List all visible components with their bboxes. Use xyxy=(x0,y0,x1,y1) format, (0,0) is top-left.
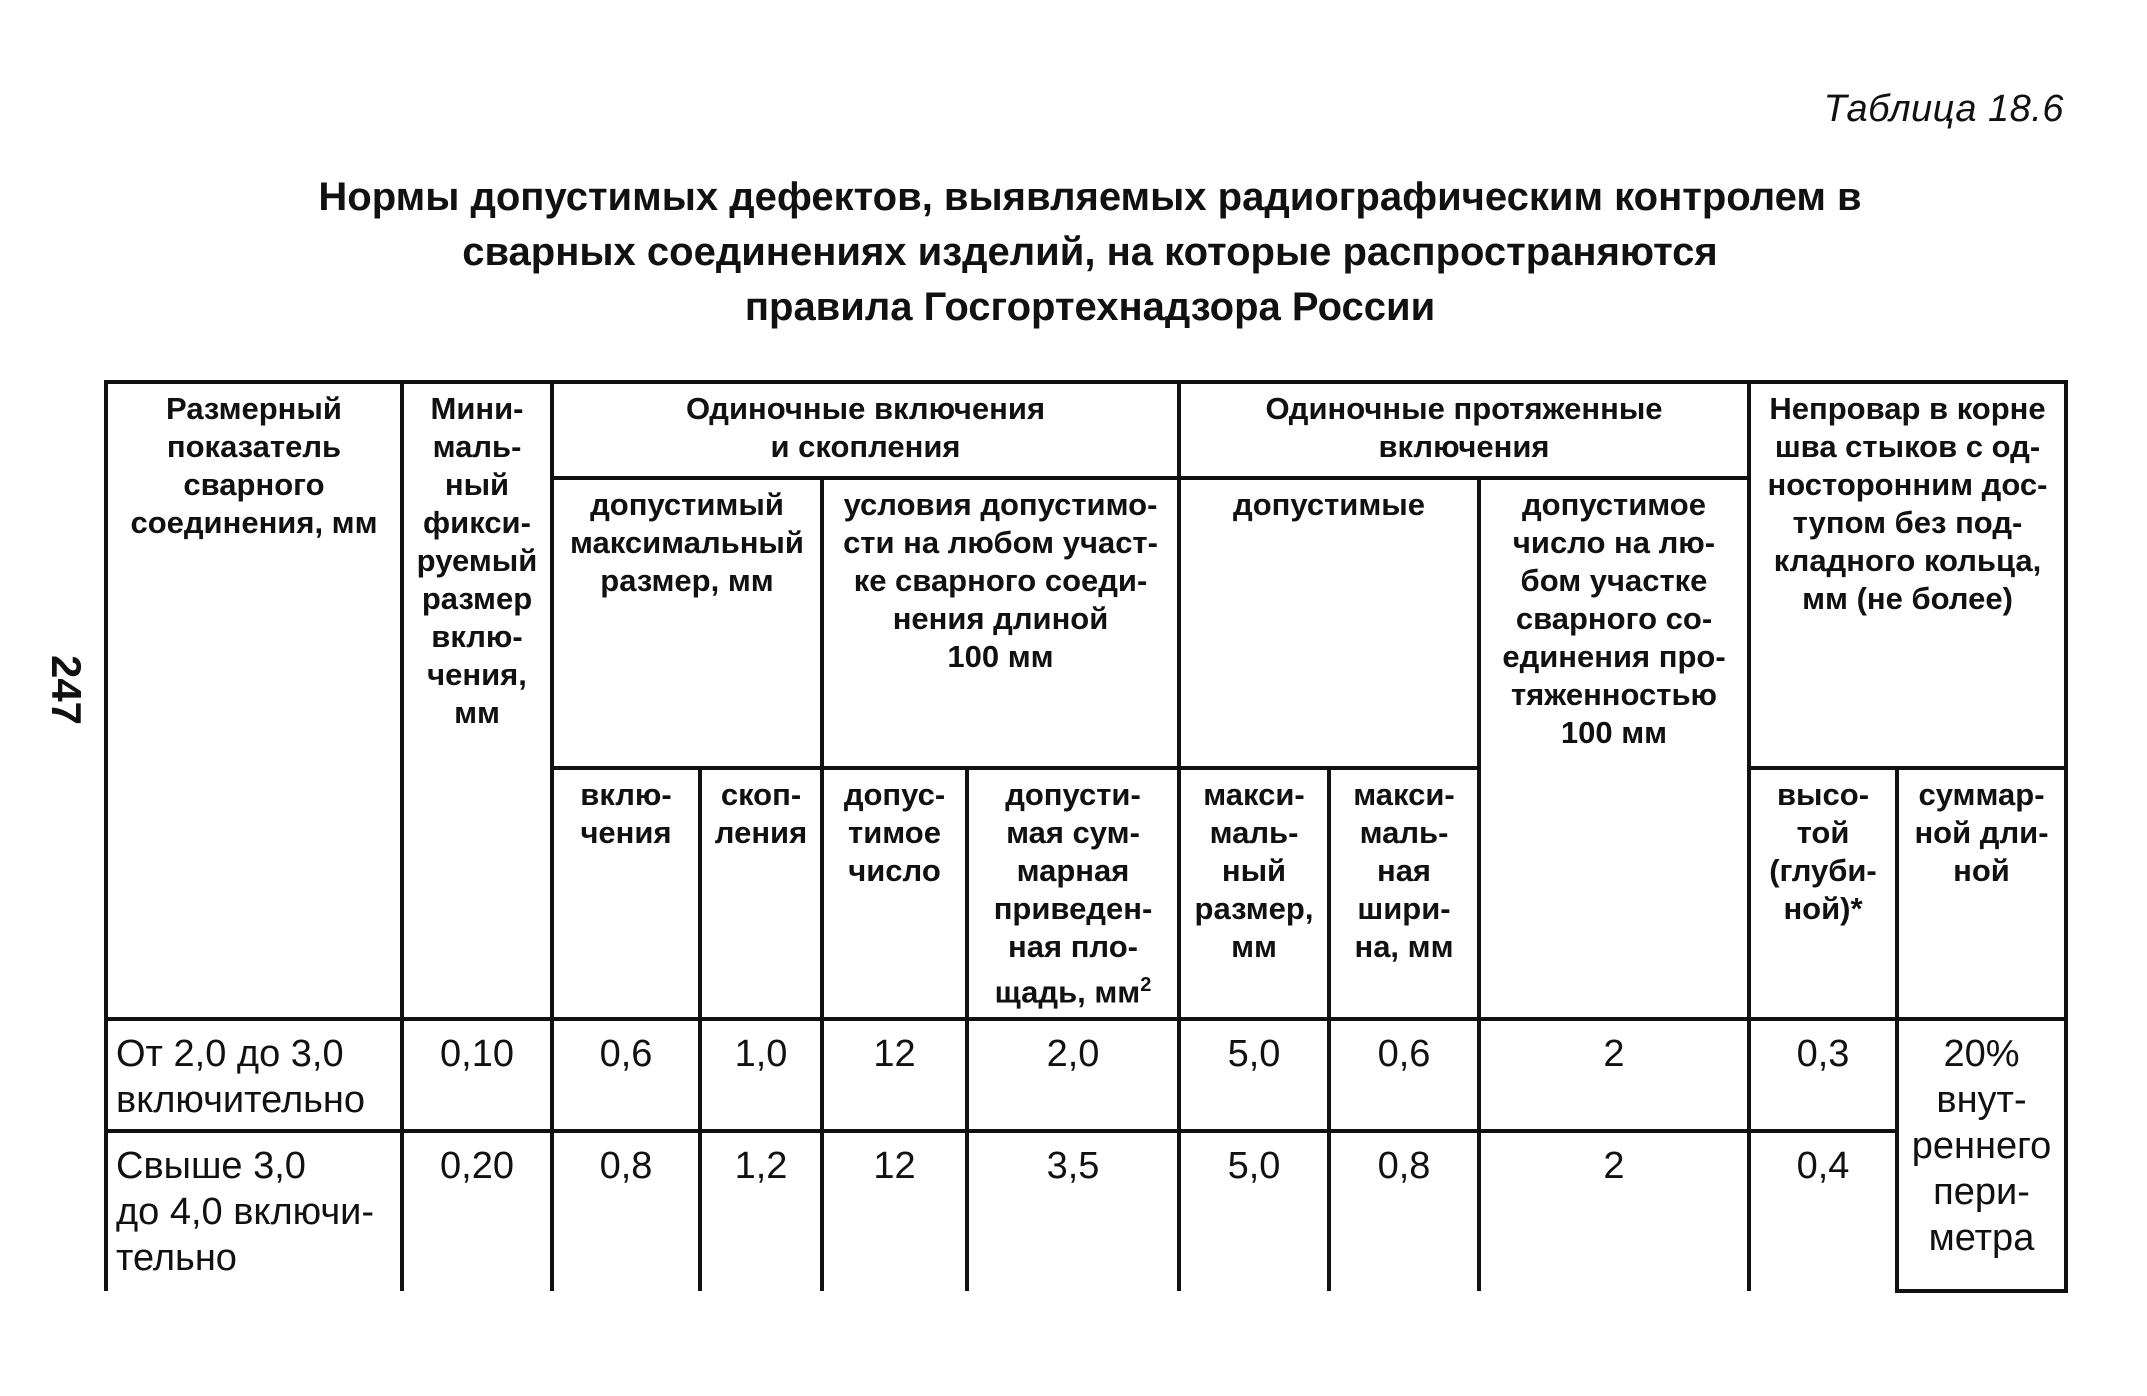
table-row xyxy=(106,1019,2066,1131)
cell-ext-max-width: 0,6 xyxy=(1329,1019,1479,1131)
cell-total-length: 20% внут- реннего пери- метра xyxy=(1897,1019,2066,1291)
header-single-inclusions: Одиночные включения и скопления xyxy=(552,382,1179,478)
header-conditions: условия допустимо- сти на любом участ- ке сварного соеди- нения длиной 100 мм xyxy=(822,478,1179,768)
cell-ext-max-width: 0,8 xyxy=(1329,1131,1479,1291)
header-area-superscript: 2 xyxy=(1140,974,1152,996)
header-allowed: допустимые xyxy=(1179,478,1479,768)
header-min-fixed-size: Мини- маль- ный фикси- руемый размер вклю- чения, мм xyxy=(402,382,552,1019)
cell-ext-count: 2 xyxy=(1479,1019,1749,1131)
page-number: 247 xyxy=(43,654,90,726)
cell-inclusions: 0,8 xyxy=(552,1131,700,1291)
cell-ext-max-size: 5,0 xyxy=(1179,1019,1329,1131)
page-title xyxy=(180,170,2000,335)
cell-allowed-count: 12 xyxy=(822,1019,967,1131)
title-line: сварных соединениях изделий, на которые распространяются xyxy=(462,230,1718,274)
table-row xyxy=(106,1131,2066,1291)
table-label: Таблица 18.6 xyxy=(1823,88,2064,130)
title-line: правила Госгортехнадзора России xyxy=(744,285,1436,329)
cell-depth: 0,3 xyxy=(1749,1019,1897,1131)
header-inclusions: вклю- чения xyxy=(552,768,700,1019)
cell-min-size: 0,10 xyxy=(402,1019,552,1131)
header-area-text: допусти- мая сум- марная приведен- ная пло- щадь, мм xyxy=(993,777,1153,1010)
cell-depth: 0,4 xyxy=(1749,1131,1897,1291)
header-allowed-count: допус- тимое число xyxy=(822,768,967,1019)
cell-ext-count: 2 xyxy=(1479,1131,1749,1291)
cell-size: Свыше 3,0 до 4,0 включи- тельно xyxy=(106,1131,402,1291)
header-single-extended: Одиночные протяженные включения xyxy=(1179,382,1749,478)
header-max-width: макси- маль- ная шири- на, мм xyxy=(1329,768,1479,1019)
cell-clusters: 1,0 xyxy=(700,1019,822,1131)
header-clusters: скоп- ления xyxy=(700,768,822,1019)
defect-norms-table xyxy=(104,380,2068,1293)
cell-clusters: 1,2 xyxy=(700,1131,822,1291)
title-line: Нормы допустимых дефектов, выявляемых радиографическим контролем в xyxy=(318,175,1862,219)
header-allowed-total-area xyxy=(967,768,1179,1019)
header-allowed-max-size: допустимый максимальный размер, мм xyxy=(552,478,822,768)
header-size-index: Размерный показатель сварного соединения, мм xyxy=(106,382,402,1019)
cell-total-area: 3,5 xyxy=(967,1131,1179,1291)
header-lack-of-fusion: Непровар в корне шва стыков с од- носторонним дос- тупом без под- кладного кольца, мм (не более) xyxy=(1749,382,2066,768)
cell-size: От 2,0 до 3,0 включительно xyxy=(106,1019,402,1131)
cell-min-size: 0,20 xyxy=(402,1131,552,1291)
header-max-size: макси- маль- ный размер, мм xyxy=(1179,768,1329,1019)
cell-inclusions: 0,6 xyxy=(552,1019,700,1131)
header-total-length: суммар- ной дли- ной xyxy=(1897,768,2066,1019)
header-height-depth: высо- той (глуби- ной)* xyxy=(1749,768,1897,1019)
cell-ext-max-size: 5,0 xyxy=(1179,1131,1329,1291)
header-allowed-count-extended: допустимое число на лю- бом участке сварного со- единения про- тяженностью 100 мм xyxy=(1479,478,1749,1019)
cell-total-area: 2,0 xyxy=(967,1019,1179,1131)
cell-allowed-count: 12 xyxy=(822,1131,967,1291)
